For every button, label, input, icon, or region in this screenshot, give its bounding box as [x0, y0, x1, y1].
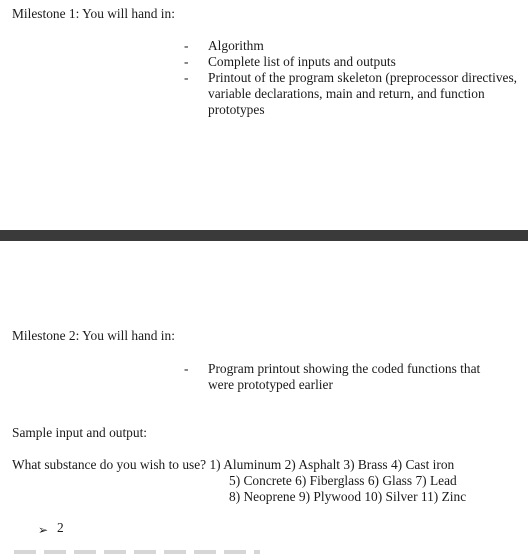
list-item [184, 70, 524, 118]
bullet-dash: - [184, 361, 189, 376]
milestone1-heading: Milestone 1: You will hand in: [12, 6, 175, 21]
page-cut-edge [14, 550, 260, 554]
list-item-text: Algorithm [208, 38, 264, 53]
sample-heading: Sample input and output: [12, 425, 148, 440]
sample-answer: 2 [57, 520, 64, 535]
list-item-text: Printout of the program skeleton (preprocessor directives, variable declarations, main and return, and function prototypes [208, 70, 518, 117]
list-item-text: Complete list of inputs and outputs [208, 54, 396, 69]
bullet-dash: - [184, 54, 189, 69]
list-item [184, 54, 524, 70]
milestone2-heading: Milestone 2: You will hand in: [12, 328, 175, 343]
milestone2-list [184, 361, 504, 393]
sample-prompt-line3: 8) Neoprene 9) Plywood 10) Silver 11) Zinc [229, 489, 467, 504]
sample-prompt-line2: 5) Concrete 6) Fiberglass 6) Glass 7) Lead [229, 473, 457, 488]
list-item [184, 361, 504, 393]
bullet-dash: - [184, 38, 189, 53]
page-divider [0, 230, 528, 241]
milestone1-list [184, 38, 524, 118]
list-item [184, 38, 524, 54]
sample-prompt-line1: What substance do you wish to use? 1) Aluminum 2) Asphalt 3) Brass 4) Cast iron [12, 457, 455, 472]
list-item-text: Program printout showing the coded functions that were prototyped earlier [208, 361, 481, 392]
arrow-bullet-icon: ➢ [38, 523, 49, 537]
bullet-dash: - [184, 70, 189, 85]
